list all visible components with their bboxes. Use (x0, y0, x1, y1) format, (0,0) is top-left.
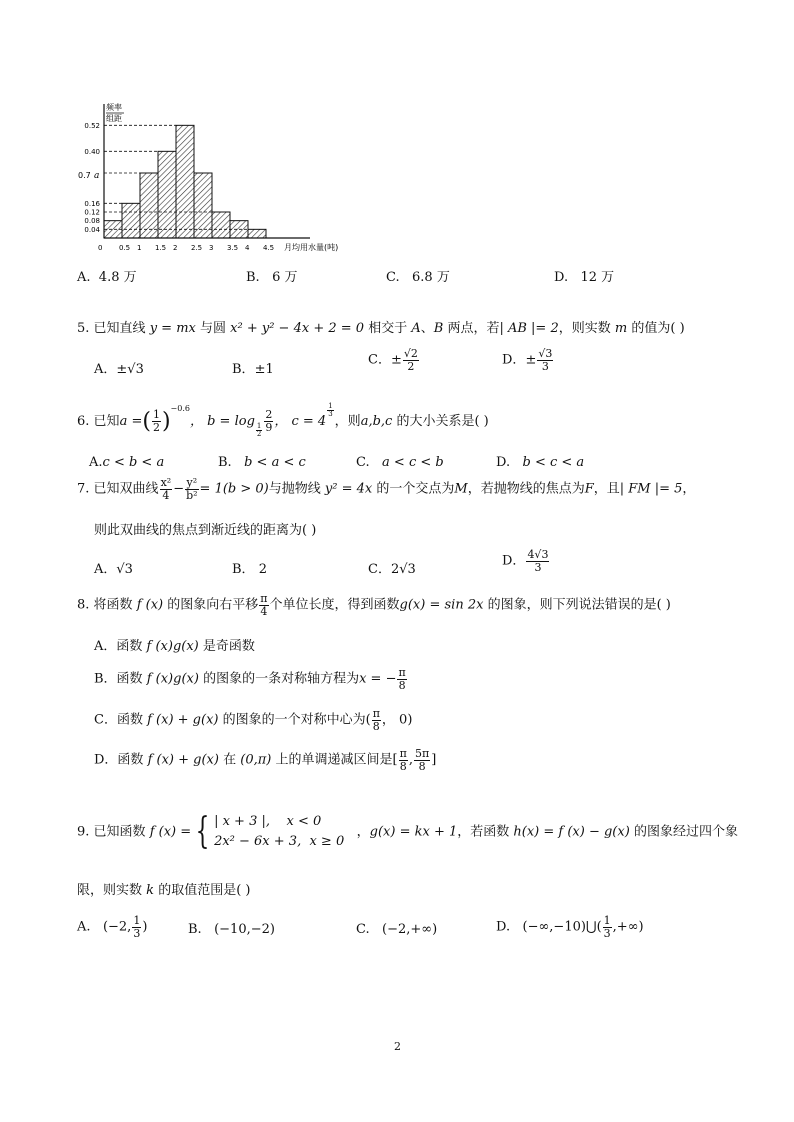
q5-option-a[interactable]: A．±√3 (94, 362, 144, 377)
q4-option-a-text: 4.8 万 (98, 270, 137, 285)
q7-option-b[interactable]: B． 2 (232, 562, 267, 577)
x-tick-label: 2 (173, 244, 178, 252)
q8-option-c[interactable]: C．函数 f (x) + g(x) 的图象的一个对称中心为( $\frac{\pi}{8}$ ， 0) (94, 707, 413, 733)
question-9-line-2: 限，则实数 k 的取值范围是( ) (77, 883, 251, 898)
histogram-bar-1-1.5 (140, 173, 158, 238)
x-axis-label: 月均用水量(吨) (284, 243, 339, 252)
x-tick-label: 0.5 (119, 244, 131, 252)
question-7: 7. 已知双曲线 $\frac{\text{x²}}{4}$ − $\frac{\text{y²}}{\text{b²}}$ = 1(b > 0)与抛物线 y² = 4x 的一个交点为M，若抛物线的焦点为F，且| FM |= 5， (77, 476, 696, 502)
q9-option-c[interactable]: C. (−2,+∞) (356, 922, 438, 937)
question-9: 9. 已知函数 f (x) = { | x + 3 |, x < 0 2x² − 6x + 3, x ≥ 0 ，g(x) = kx + 1，若函数 h(x) = f (x) − g(x) 的图象经过四个象 (77, 811, 738, 852)
q7-option-a[interactable]: A．√3 (94, 562, 133, 577)
q4-option-c[interactable] (386, 266, 450, 285)
q9-option-d[interactable]: D. (−∞,−10)⋃( $\frac{1}{3}$ ,+∞) (496, 914, 644, 940)
x-tick-label: 3 (209, 244, 214, 252)
q4-option-a[interactable] (77, 266, 137, 285)
q6-option-c[interactable]: C. a < c < b (356, 455, 444, 470)
y-axis-label-top: 频率 (106, 103, 122, 112)
histogram-bar-2-2.5 (176, 125, 194, 238)
y-tick-label: 0.52 (84, 121, 100, 130)
histogram-chart (74, 98, 364, 258)
q5-option-b[interactable]: B．±1 (232, 362, 274, 377)
x-tick-label: 1 (137, 244, 142, 252)
x-tick-label: 4.5 (263, 244, 275, 252)
x-tick-label: 3.5 (227, 244, 239, 252)
q7-option-c[interactable]: C．2√3 (368, 562, 416, 577)
q4-option-d-text: 12 万 (580, 270, 615, 285)
y-tick-label: 0.16 (84, 199, 100, 208)
question-6: 6. 已知a =( $\frac{1}{2}$ )$^{-0.6}$， b = log $_{\frac{1}{2}}$ $\frac{2}{9}$ ， c = 4 $^{\frac{1}{3}}$ ，则a,b,c 的大小关系是( ) (77, 402, 489, 439)
q4-option-b-letter: B. (246, 270, 260, 285)
histogram-bar-0.5-1 (122, 203, 140, 238)
q4-option-c-text: 6.8 万 (412, 270, 450, 285)
question-5: 5. 已知直线 y = mx 与圆 x² + y² − 4x + 2 = 0 相交于 A、B 两点，若| AB |= 2，则实数 m 的值为( ) (77, 321, 685, 336)
q7-option-d[interactable]: D． $\frac{4√3}{3}$ (502, 548, 549, 574)
q4-option-a-letter: A. (77, 270, 91, 285)
q8-option-d[interactable]: D．函数 f (x) + g(x) 在 (0,π) 上的单调递减区间是[ $\frac{\pi}{8}$ , $\frac{5\pi}{8}$ ] (94, 747, 437, 773)
q8-option-a[interactable]: A．函数 f (x)g(x) 是奇函数 (94, 639, 255, 654)
q5-option-d[interactable]: D．± $\frac{√3}{3}$ (502, 347, 553, 373)
q4-option-b-text: 6 万 (272, 270, 298, 285)
y-tick-label: 0.12 (84, 208, 100, 217)
q4-option-d[interactable] (554, 266, 614, 285)
histogram-bar-1.5-2 (158, 151, 176, 238)
q6-option-a[interactable]: A.c < b < a (89, 455, 165, 470)
x-tick-label: 1.5 (155, 244, 167, 252)
q4-option-d-letter: D. (554, 270, 569, 285)
x-tick-label: 0 (98, 244, 103, 252)
a-prefix-label: 0.7 (78, 171, 91, 180)
question-7-line-2: 则此双曲线的焦点到渐近线的距离为( ) (94, 523, 317, 538)
histogram-bar-4-4.5 (248, 229, 266, 238)
q6-option-d[interactable]: D. b < c < a (496, 455, 585, 470)
x-tick-label: 2.5 (191, 244, 203, 252)
q9-option-b[interactable]: B. (−10,−2) (188, 922, 275, 937)
x-tick-label: 4 (245, 244, 250, 252)
question-8: 8. 将函数 f (x) 的图象向右平移 $\frac{\pi}{4}$ 个单位长度，得到函数g(x) = sin 2x 的图象，则下列说法错误的是( ) (77, 592, 671, 618)
y-axis-label-bottom: 组距 (106, 114, 122, 123)
y-tick-label: 0.40 (84, 147, 100, 156)
a-label: a (94, 171, 100, 181)
page-number: 2 (394, 1040, 401, 1053)
histogram-bar-3-3.5 (212, 212, 230, 238)
y-tick-label: 0.08 (84, 217, 100, 226)
q8-option-b[interactable]: B．函数 f (x)g(x) 的图象的一条对称轴方程为x = − $\frac{\pi}{8}$ (94, 666, 406, 692)
q6-option-b[interactable]: B. b < a < c (218, 455, 306, 470)
histogram-bar-2.5-3 (194, 173, 212, 238)
q5-option-c[interactable]: C．± $\frac{√2}{2}$ (368, 347, 418, 373)
q4-option-b[interactable] (246, 266, 298, 285)
q9-option-a[interactable]: A. (−2, $\frac{1}{3}$ ) (77, 914, 148, 940)
q4-option-c-letter: C. (386, 270, 400, 285)
y-tick-label: 0.04 (84, 225, 100, 234)
